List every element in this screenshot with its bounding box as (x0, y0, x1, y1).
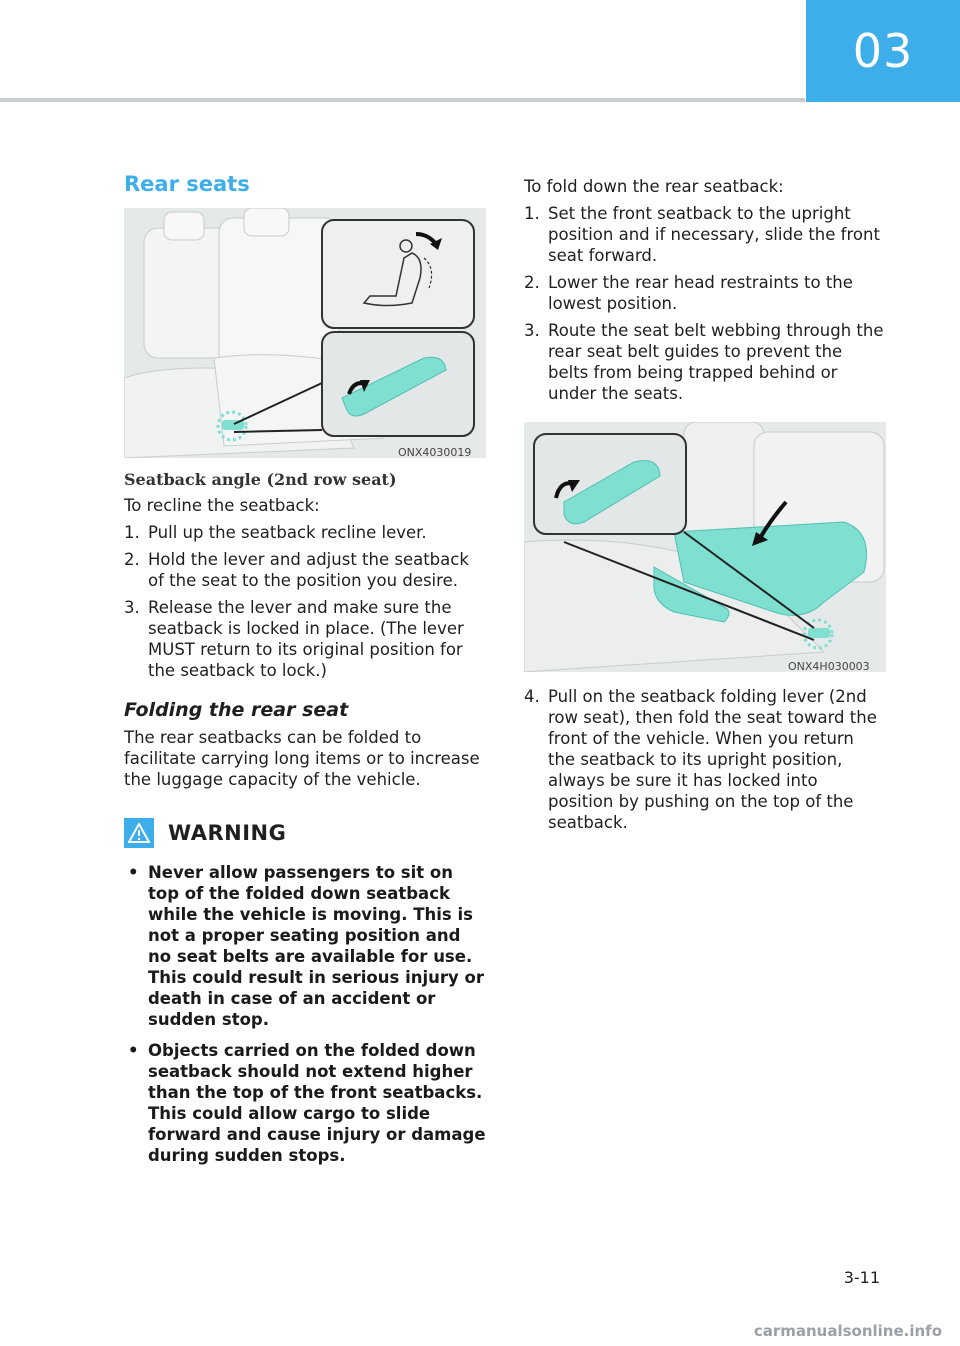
fold-steps-continued (524, 686, 886, 833)
chapter-number: 03 (852, 24, 914, 78)
recline-steps (124, 522, 486, 681)
list-item: • Never allow passengers to sit on top of the folded down seatback while the vehicle is moving. This is not a proper seating position and no seat belts are available for use. This could result in serious injury or death in case of an accident or sudden stop. (124, 862, 486, 1030)
subheading: Seatback angle (2nd row seat) (124, 470, 397, 489)
section-title: Rear seats (124, 172, 250, 196)
header-rule (0, 98, 805, 102)
fold-illustration (524, 422, 886, 672)
list-item: 1. Set the front seatback to the upright position and if necessary, slide the front seat forward. (524, 204, 880, 265)
intro-text: To fold down the rear seatback: (524, 177, 784, 196)
folding-heading: Folding the rear seat (124, 699, 349, 721)
fold-steps (524, 203, 886, 404)
seat-illustration (124, 208, 486, 458)
figure-rear-seat-recline (124, 208, 486, 458)
intro-text: To recline the seatback: (124, 496, 320, 515)
warning-list (124, 862, 486, 1166)
list-item: 2. Hold the lever and adjust the seatback of the seat to the position you desire. (124, 550, 469, 590)
warning-header (124, 818, 486, 848)
figure-caption: ONX4030019 (398, 446, 472, 459)
watermark: carmanualsonline.info (753, 1322, 942, 1340)
figure-seat-fold (524, 422, 886, 672)
list-item: 2. Lower the rear head restraints to the lowest position. (524, 273, 853, 313)
list-item: 3. Release the lever and make sure the seatback is locked in place. (The lever MUST return to its original position for the seatback to lock.) (124, 598, 464, 680)
folding-text: The rear seatbacks can be folded to facilitate carrying long items or to increase the luggage capacity of the vehicle. (124, 728, 480, 789)
warning-label: WARNING (168, 821, 287, 845)
warning-triangle-icon (124, 818, 154, 848)
chapter-tab (806, 0, 960, 102)
list-item: 1. Pull up the seatback recline lever. (124, 523, 427, 542)
figure-caption: ONX4H030003 (788, 660, 870, 673)
page-number: 3-11 (843, 1268, 880, 1287)
list-item: • Objects carried on the folded down seatback should not extend higher than the top of the front seatbacks. This could allow cargo to slide forward and cause injury or damage during sudden stops. (124, 1040, 486, 1166)
list-item: 4. Pull on the seatback folding lever (2nd row seat), then fold the seat toward the front of the vehicle. When you return the seatback to its upright position, always be sure it has locked into position by pushing on the top of the seatback. (524, 687, 877, 832)
list-item: 3. Route the seat belt webbing through the rear seat belt guides to prevent the belts from being trapped behind or under the seats. (524, 321, 884, 403)
